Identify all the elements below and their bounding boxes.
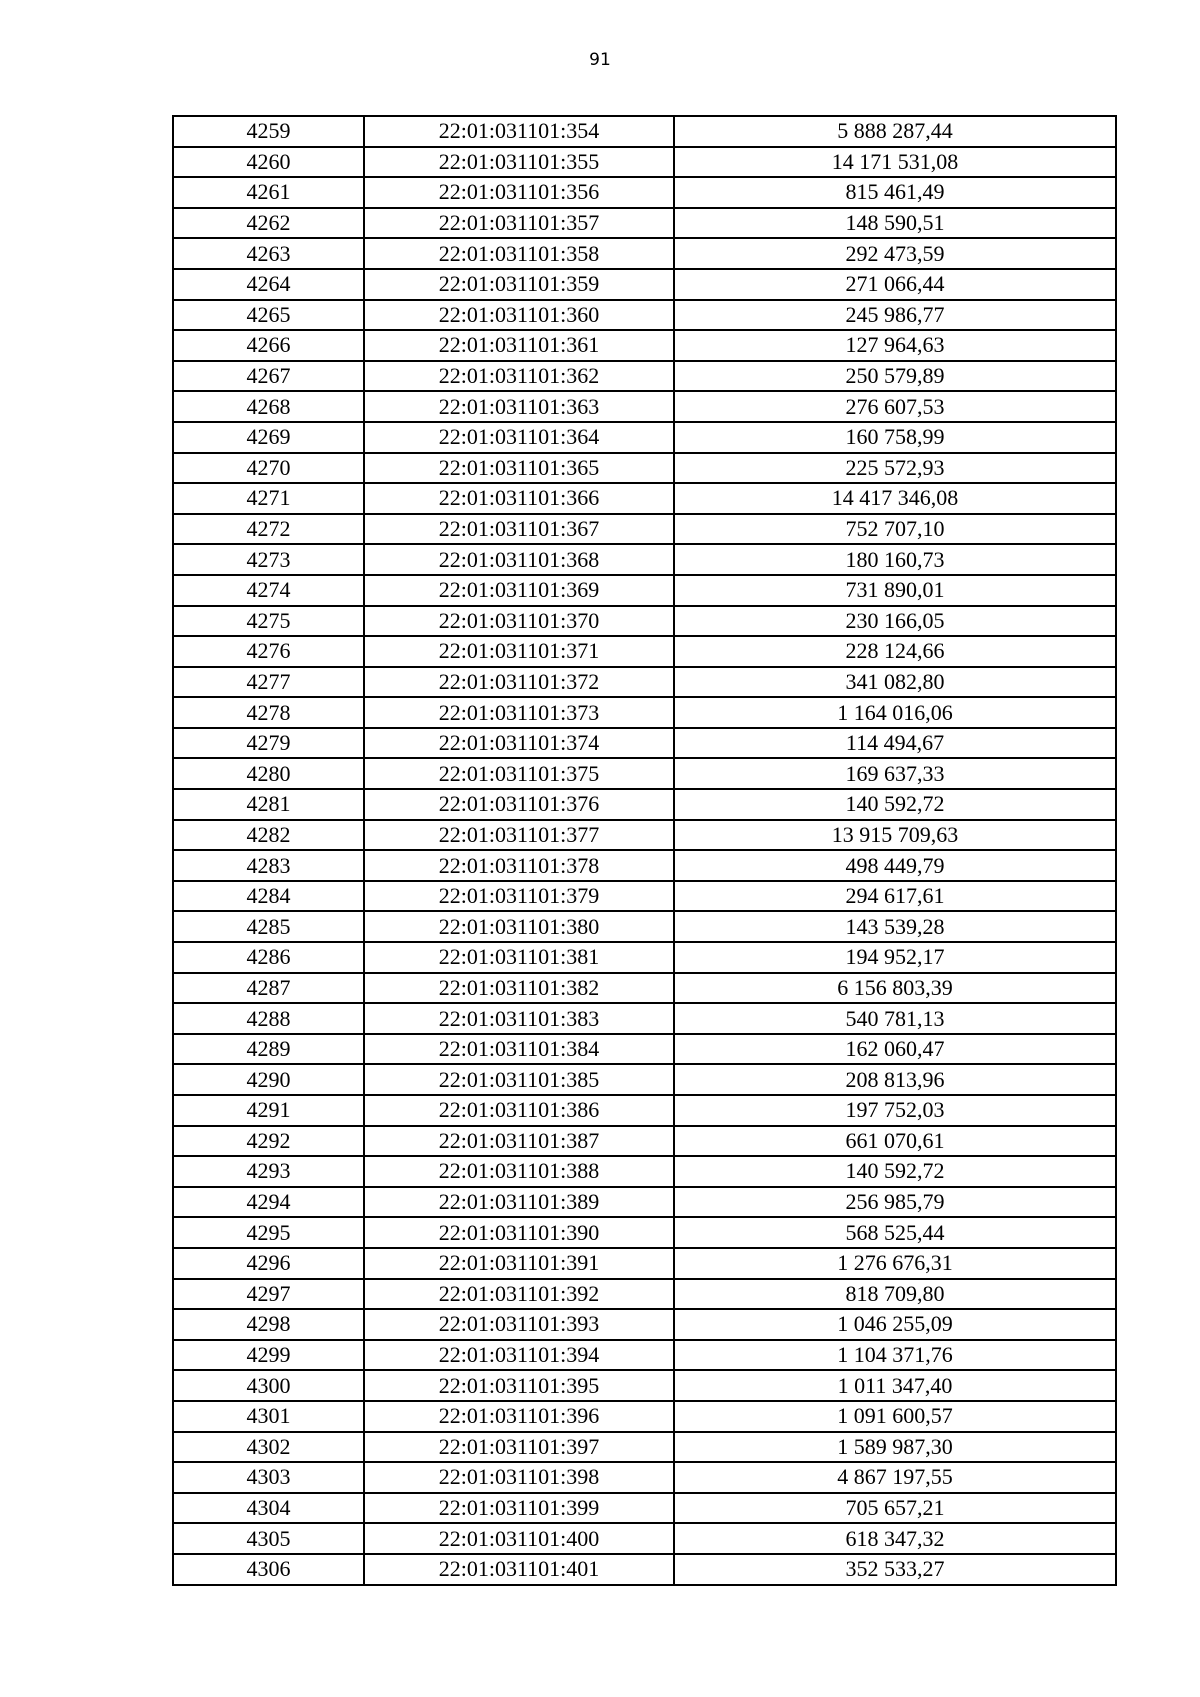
- table-row: [173, 361, 1116, 392]
- row-number-cell: 4298: [173, 1309, 364, 1340]
- cadastral-number-cell: 22:01:031101:364: [364, 422, 674, 453]
- table-row: [173, 697, 1116, 728]
- value-cell: 818 709,80: [674, 1279, 1116, 1310]
- table-row: [173, 1034, 1116, 1065]
- cadastral-number-cell: 22:01:031101:354: [364, 116, 674, 147]
- row-number-cell: 4299: [173, 1340, 364, 1371]
- row-number-cell: 4297: [173, 1279, 364, 1310]
- table-row: [173, 269, 1116, 300]
- row-number-cell: 4264: [173, 269, 364, 300]
- row-number-cell: 4295: [173, 1217, 364, 1248]
- row-number-cell: 4261: [173, 177, 364, 208]
- value-cell: 127 964,63: [674, 330, 1116, 361]
- cadastral-number-cell: 22:01:031101:379: [364, 881, 674, 912]
- cadastral-number-cell: 22:01:031101:393: [364, 1309, 674, 1340]
- cadastral-number-cell: 22:01:031101:399: [364, 1493, 674, 1524]
- row-number-cell: 4272: [173, 514, 364, 545]
- table-row: [173, 820, 1116, 851]
- value-cell: 6 156 803,39: [674, 973, 1116, 1004]
- cadastral-number-cell: 22:01:031101:391: [364, 1248, 674, 1279]
- cadastral-number-cell: 22:01:031101:387: [364, 1126, 674, 1157]
- cadastral-number-cell: 22:01:031101:357: [364, 208, 674, 239]
- value-cell: 4 867 197,55: [674, 1462, 1116, 1493]
- table-row: [173, 422, 1116, 453]
- cadastral-number-cell: 22:01:031101:395: [364, 1370, 674, 1401]
- cadastral-number-cell: 22:01:031101:368: [364, 544, 674, 575]
- table-row: [173, 911, 1116, 942]
- cadastral-number-cell: 22:01:031101:356: [364, 177, 674, 208]
- row-number-cell: 4305: [173, 1523, 364, 1554]
- cadastral-number-cell: 22:01:031101:392: [364, 1279, 674, 1310]
- row-number-cell: 4277: [173, 667, 364, 698]
- value-cell: 271 066,44: [674, 269, 1116, 300]
- table-row: [173, 330, 1116, 361]
- cadastral-number-cell: 22:01:031101:401: [364, 1554, 674, 1585]
- value-cell: 661 070,61: [674, 1126, 1116, 1157]
- value-cell: 160 758,99: [674, 422, 1116, 453]
- row-number-cell: 4262: [173, 208, 364, 239]
- value-cell: 568 525,44: [674, 1217, 1116, 1248]
- row-number-cell: 4304: [173, 1493, 364, 1524]
- value-cell: 194 952,17: [674, 942, 1116, 973]
- row-number-cell: 4285: [173, 911, 364, 942]
- cadastral-number-cell: 22:01:031101:381: [364, 942, 674, 973]
- value-cell: 752 707,10: [674, 514, 1116, 545]
- table-row: [173, 606, 1116, 637]
- value-cell: 731 890,01: [674, 575, 1116, 606]
- value-cell: 815 461,49: [674, 177, 1116, 208]
- cadastral-number-cell: 22:01:031101:372: [364, 667, 674, 698]
- table-row: [173, 453, 1116, 484]
- cadastral-number-cell: 22:01:031101:388: [364, 1156, 674, 1187]
- cadastral-number-cell: 22:01:031101:400: [364, 1523, 674, 1554]
- row-number-cell: 4283: [173, 850, 364, 881]
- row-number-cell: 4301: [173, 1401, 364, 1432]
- table-row: [173, 1309, 1116, 1340]
- table-row: [173, 1523, 1116, 1554]
- value-cell: 114 494,67: [674, 728, 1116, 759]
- row-number-cell: 4289: [173, 1034, 364, 1065]
- table-row: [173, 147, 1116, 178]
- table-row: [173, 667, 1116, 698]
- table-row: [173, 514, 1116, 545]
- row-number-cell: 4271: [173, 483, 364, 514]
- cadastral-number-cell: 22:01:031101:370: [364, 606, 674, 637]
- value-cell: 352 533,27: [674, 1554, 1116, 1585]
- table-row: [173, 1340, 1116, 1371]
- cadastral-number-cell: 22:01:031101:397: [364, 1432, 674, 1463]
- value-cell: 292 473,59: [674, 238, 1116, 269]
- value-cell: 256 985,79: [674, 1187, 1116, 1218]
- cadastral-number-cell: 22:01:031101:384: [364, 1034, 674, 1065]
- value-cell: 294 617,61: [674, 881, 1116, 912]
- table-row: [173, 1217, 1116, 1248]
- table-row: [173, 391, 1116, 422]
- row-number-cell: 4287: [173, 973, 364, 1004]
- table-row: [173, 208, 1116, 239]
- table-row: [173, 1187, 1116, 1218]
- value-cell: 14 417 346,08: [674, 483, 1116, 514]
- row-number-cell: 4300: [173, 1370, 364, 1401]
- table-row: [173, 1279, 1116, 1310]
- row-number-cell: 4303: [173, 1462, 364, 1493]
- value-cell: 162 060,47: [674, 1034, 1116, 1065]
- row-number-cell: 4294: [173, 1187, 364, 1218]
- cadastral-number-cell: 22:01:031101:394: [364, 1340, 674, 1371]
- row-number-cell: 4296: [173, 1248, 364, 1279]
- table-row: [173, 575, 1116, 606]
- table-row: [173, 1156, 1116, 1187]
- value-cell: 498 449,79: [674, 850, 1116, 881]
- cadastral-number-cell: 22:01:031101:360: [364, 300, 674, 331]
- value-cell: 250 579,89: [674, 361, 1116, 392]
- value-cell: 208 813,96: [674, 1064, 1116, 1095]
- row-number-cell: 4290: [173, 1064, 364, 1095]
- table-row: [173, 636, 1116, 667]
- value-cell: 1 589 987,30: [674, 1432, 1116, 1463]
- table-row: [173, 483, 1116, 514]
- row-number-cell: 4266: [173, 330, 364, 361]
- row-number-cell: 4306: [173, 1554, 364, 1585]
- cadastral-number-cell: 22:01:031101:358: [364, 238, 674, 269]
- row-number-cell: 4269: [173, 422, 364, 453]
- cadastral-number-cell: 22:01:031101:361: [364, 330, 674, 361]
- table-row: [173, 300, 1116, 331]
- row-number-cell: 4265: [173, 300, 364, 331]
- registry-table: [172, 115, 1117, 1586]
- value-cell: 5 888 287,44: [674, 116, 1116, 147]
- table-row: [173, 1095, 1116, 1126]
- cadastral-number-cell: 22:01:031101:377: [364, 820, 674, 851]
- row-number-cell: 4268: [173, 391, 364, 422]
- cadastral-number-cell: 22:01:031101:389: [364, 1187, 674, 1218]
- table-row: [173, 1432, 1116, 1463]
- row-number-cell: 4263: [173, 238, 364, 269]
- value-cell: 225 572,93: [674, 453, 1116, 484]
- value-cell: 1 104 371,76: [674, 1340, 1116, 1371]
- cadastral-number-cell: 22:01:031101:359: [364, 269, 674, 300]
- table-row: [173, 942, 1116, 973]
- value-cell: 705 657,21: [674, 1493, 1116, 1524]
- value-cell: 148 590,51: [674, 208, 1116, 239]
- table-row: [173, 1003, 1116, 1034]
- page-number: 91: [589, 50, 611, 70]
- cadastral-number-cell: 22:01:031101:369: [364, 575, 674, 606]
- cadastral-number-cell: 22:01:031101:355: [364, 147, 674, 178]
- table-row: [173, 1370, 1116, 1401]
- table-row: [173, 789, 1116, 820]
- cadastral-number-cell: 22:01:031101:383: [364, 1003, 674, 1034]
- cadastral-number-cell: 22:01:031101:382: [364, 973, 674, 1004]
- cadastral-number-cell: 22:01:031101:365: [364, 453, 674, 484]
- table-row: [173, 116, 1116, 147]
- table-row: [173, 881, 1116, 912]
- table-row: [173, 177, 1116, 208]
- cadastral-number-cell: 22:01:031101:375: [364, 758, 674, 789]
- row-number-cell: 4286: [173, 942, 364, 973]
- value-cell: 169 637,33: [674, 758, 1116, 789]
- value-cell: 180 160,73: [674, 544, 1116, 575]
- table-row: [173, 1126, 1116, 1157]
- row-number-cell: 4292: [173, 1126, 364, 1157]
- row-number-cell: 4280: [173, 758, 364, 789]
- row-number-cell: 4276: [173, 636, 364, 667]
- row-number-cell: 4281: [173, 789, 364, 820]
- table-row: [173, 758, 1116, 789]
- row-number-cell: 4275: [173, 606, 364, 637]
- table-row: [173, 728, 1116, 759]
- value-cell: 1 011 347,40: [674, 1370, 1116, 1401]
- row-number-cell: 4259: [173, 116, 364, 147]
- table-row: [173, 850, 1116, 881]
- value-cell: 1 091 600,57: [674, 1401, 1116, 1432]
- cadastral-number-cell: 22:01:031101:398: [364, 1462, 674, 1493]
- row-number-cell: 4288: [173, 1003, 364, 1034]
- table-row: [173, 1401, 1116, 1432]
- row-number-cell: 4273: [173, 544, 364, 575]
- cadastral-number-cell: 22:01:031101:386: [364, 1095, 674, 1126]
- cadastral-number-cell: 22:01:031101:390: [364, 1217, 674, 1248]
- table-row: [173, 973, 1116, 1004]
- cadastral-number-cell: 22:01:031101:371: [364, 636, 674, 667]
- value-cell: 1 164 016,06: [674, 697, 1116, 728]
- row-number-cell: 4260: [173, 147, 364, 178]
- table-row: [173, 544, 1116, 575]
- cadastral-number-cell: 22:01:031101:376: [364, 789, 674, 820]
- value-cell: 230 166,05: [674, 606, 1116, 637]
- cadastral-number-cell: 22:01:031101:380: [364, 911, 674, 942]
- table-row: [173, 1462, 1116, 1493]
- row-number-cell: 4279: [173, 728, 364, 759]
- cadastral-number-cell: 22:01:031101:385: [364, 1064, 674, 1095]
- value-cell: 1 276 676,31: [674, 1248, 1116, 1279]
- value-cell: 197 752,03: [674, 1095, 1116, 1126]
- table-row: [173, 1493, 1116, 1524]
- cadastral-number-cell: 22:01:031101:378: [364, 850, 674, 881]
- value-cell: 13 915 709,63: [674, 820, 1116, 851]
- cadastral-number-cell: 22:01:031101:362: [364, 361, 674, 392]
- value-cell: 228 124,66: [674, 636, 1116, 667]
- value-cell: 618 347,32: [674, 1523, 1116, 1554]
- value-cell: 341 082,80: [674, 667, 1116, 698]
- value-cell: 140 592,72: [674, 1156, 1116, 1187]
- value-cell: 276 607,53: [674, 391, 1116, 422]
- value-cell: 14 171 531,08: [674, 147, 1116, 178]
- row-number-cell: 4270: [173, 453, 364, 484]
- cadastral-number-cell: 22:01:031101:363: [364, 391, 674, 422]
- registry-table-body: [173, 116, 1116, 1585]
- table-row: [173, 1554, 1116, 1585]
- row-number-cell: 4293: [173, 1156, 364, 1187]
- cadastral-number-cell: 22:01:031101:367: [364, 514, 674, 545]
- table-row: [173, 1064, 1116, 1095]
- table-row: [173, 238, 1116, 269]
- row-number-cell: 4302: [173, 1432, 364, 1463]
- value-cell: 245 986,77: [674, 300, 1116, 331]
- cadastral-number-cell: 22:01:031101:373: [364, 697, 674, 728]
- cadastral-number-cell: 22:01:031101:366: [364, 483, 674, 514]
- row-number-cell: 4291: [173, 1095, 364, 1126]
- row-number-cell: 4274: [173, 575, 364, 606]
- row-number-cell: 4282: [173, 820, 364, 851]
- row-number-cell: 4284: [173, 881, 364, 912]
- value-cell: 143 539,28: [674, 911, 1116, 942]
- value-cell: 1 046 255,09: [674, 1309, 1116, 1340]
- value-cell: 140 592,72: [674, 789, 1116, 820]
- row-number-cell: 4278: [173, 697, 364, 728]
- table-row: [173, 1248, 1116, 1279]
- cadastral-number-cell: 22:01:031101:374: [364, 728, 674, 759]
- value-cell: 540 781,13: [674, 1003, 1116, 1034]
- cadastral-number-cell: 22:01:031101:396: [364, 1401, 674, 1432]
- row-number-cell: 4267: [173, 361, 364, 392]
